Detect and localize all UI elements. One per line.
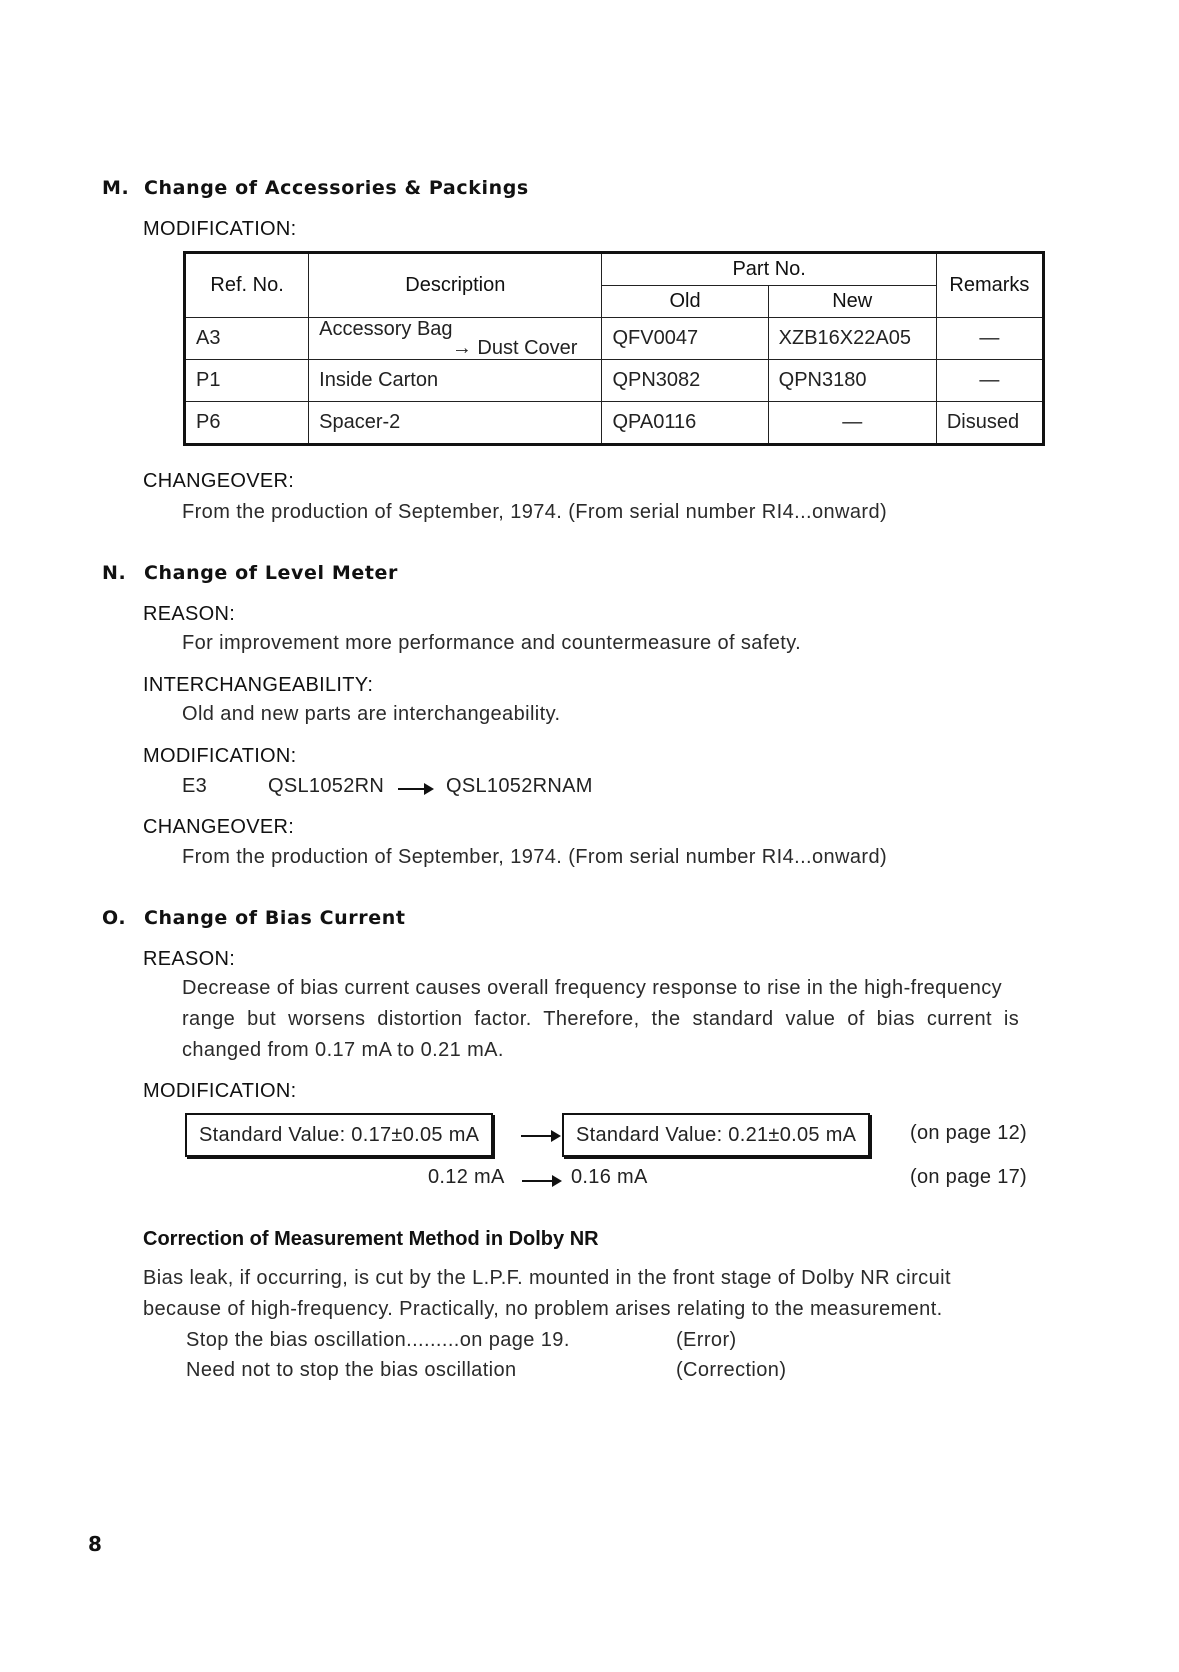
cell-remarks: — [936, 360, 1043, 402]
arrow-icon [521, 1135, 559, 1137]
section-n-letter: N. [102, 562, 127, 584]
reason-line-3: changed from 0.17 mA to 0.21 mA. [182, 1039, 504, 1061]
reason-line-2: range but worsens distortion factor. Therefore, the standard value of bias current is [182, 1008, 1020, 1030]
header-part-no: Part No. [602, 253, 936, 286]
table-row [185, 402, 1044, 445]
error-tag: (Error) [676, 1329, 737, 1351]
section-n-modification-row [182, 775, 207, 798]
cell-ref: A3 [185, 318, 309, 360]
cell-description: Inside Carton [309, 360, 602, 402]
page-12-note: (on page 12) [910, 1122, 1028, 1144]
reason-line-1: Decrease of bias current causes overall frequency response to rise in the high-frequency [182, 977, 1003, 999]
section-n-title: Change of Level Meter [144, 562, 398, 584]
cell-ref: P1 [185, 360, 309, 402]
section-n-reason-text: For improvement more performance and countermeasure of safety. [182, 632, 802, 654]
section-n-heading [102, 562, 398, 584]
range-old-value: 0.12 mA [428, 1166, 505, 1188]
correction-line-1: Bias leak, if occurring, is cut by the L.P.F. mounted in the front stage of Dolby NR circuit [143, 1267, 951, 1289]
header-new: New [768, 286, 936, 318]
section-m-changeover-text: From the production of September, 1974. (From serial number RI4...onward) [182, 501, 888, 523]
section-n-modification-label: MODIFICATION: [143, 745, 297, 767]
header-old: Old [602, 286, 768, 318]
arrow-icon [522, 1180, 560, 1182]
section-n-interchange-text: Old and new parts are interchangeability. [182, 703, 561, 725]
mod-new-part: QSL1052RNAM [446, 775, 593, 797]
section-o-letter: O. [102, 907, 127, 929]
range-new-value: 0.16 mA [571, 1166, 648, 1188]
cell-remarks: Disused [936, 402, 1043, 445]
section-m-modification-label: MODIFICATION: [143, 218, 297, 240]
cell-new: QPN3180 [768, 360, 936, 402]
section-m-letter: M. [102, 177, 130, 199]
cell-old: QPA0116 [602, 402, 768, 445]
section-n-changeover-label: CHANGEOVER: [143, 816, 295, 838]
cell-ref: P6 [185, 402, 309, 445]
section-m-title: Change of Accessories & Packings [144, 177, 529, 199]
page-17-note: (on page 17) [910, 1166, 1028, 1188]
page-number: 8 [88, 1532, 102, 1556]
description-line-1: Accessory Bag [319, 318, 453, 340]
correction-heading: Correction of Measurement Method in Dolby NR [143, 1228, 599, 1250]
cell-old: QPN3082 [602, 360, 768, 402]
section-m-changeover-label: CHANGEOVER: [143, 470, 295, 492]
header-description: Description [309, 253, 602, 318]
section-n-reason-label: REASON: [143, 603, 236, 625]
correction-line-2: because of high-frequency. Practically, no problem arises relating to the measurement. [143, 1298, 943, 1320]
old-standard-value-box: Standard Value: 0.17±0.05 mA [185, 1113, 493, 1157]
cell-old: QFV0047 [602, 318, 768, 360]
mod-ref: E3 [182, 775, 208, 797]
section-m-heading [102, 177, 529, 199]
cell-new: XZB16X22A05 [768, 318, 936, 360]
section-o-heading [102, 907, 406, 929]
cell-new: — [768, 402, 936, 445]
cell-description [309, 318, 602, 360]
header-remarks: Remarks [936, 253, 1043, 318]
arrow-icon [398, 788, 432, 790]
mod-old-part: QSL1052RN [268, 775, 385, 797]
section-o-reason-label: REASON: [143, 948, 236, 970]
header-ref-no: Ref. No. [185, 253, 309, 318]
error-text: Stop the bias oscillation.........on page 19. [186, 1329, 570, 1351]
correction-tag: (Correction) [676, 1359, 787, 1381]
table-row [185, 318, 1044, 360]
description-line-2: → Dust Cover [451, 337, 578, 359]
table-row [185, 360, 1044, 402]
section-n-interchange-label: INTERCHANGEABILITY: [143, 674, 374, 696]
parts-table [183, 251, 1045, 446]
section-o-modification-label: MODIFICATION: [143, 1080, 297, 1102]
cell-description: Spacer-2 [309, 402, 602, 445]
new-standard-value-box: Standard Value: 0.21±0.05 mA [562, 1113, 870, 1157]
section-o-title: Change of Bias Current [144, 907, 406, 929]
section-n-changeover-text: From the production of September, 1974. (From serial number RI4...onward) [182, 846, 888, 868]
correction-text: Need not to stop the bias oscillation [186, 1359, 517, 1381]
cell-remarks: — [936, 318, 1043, 360]
